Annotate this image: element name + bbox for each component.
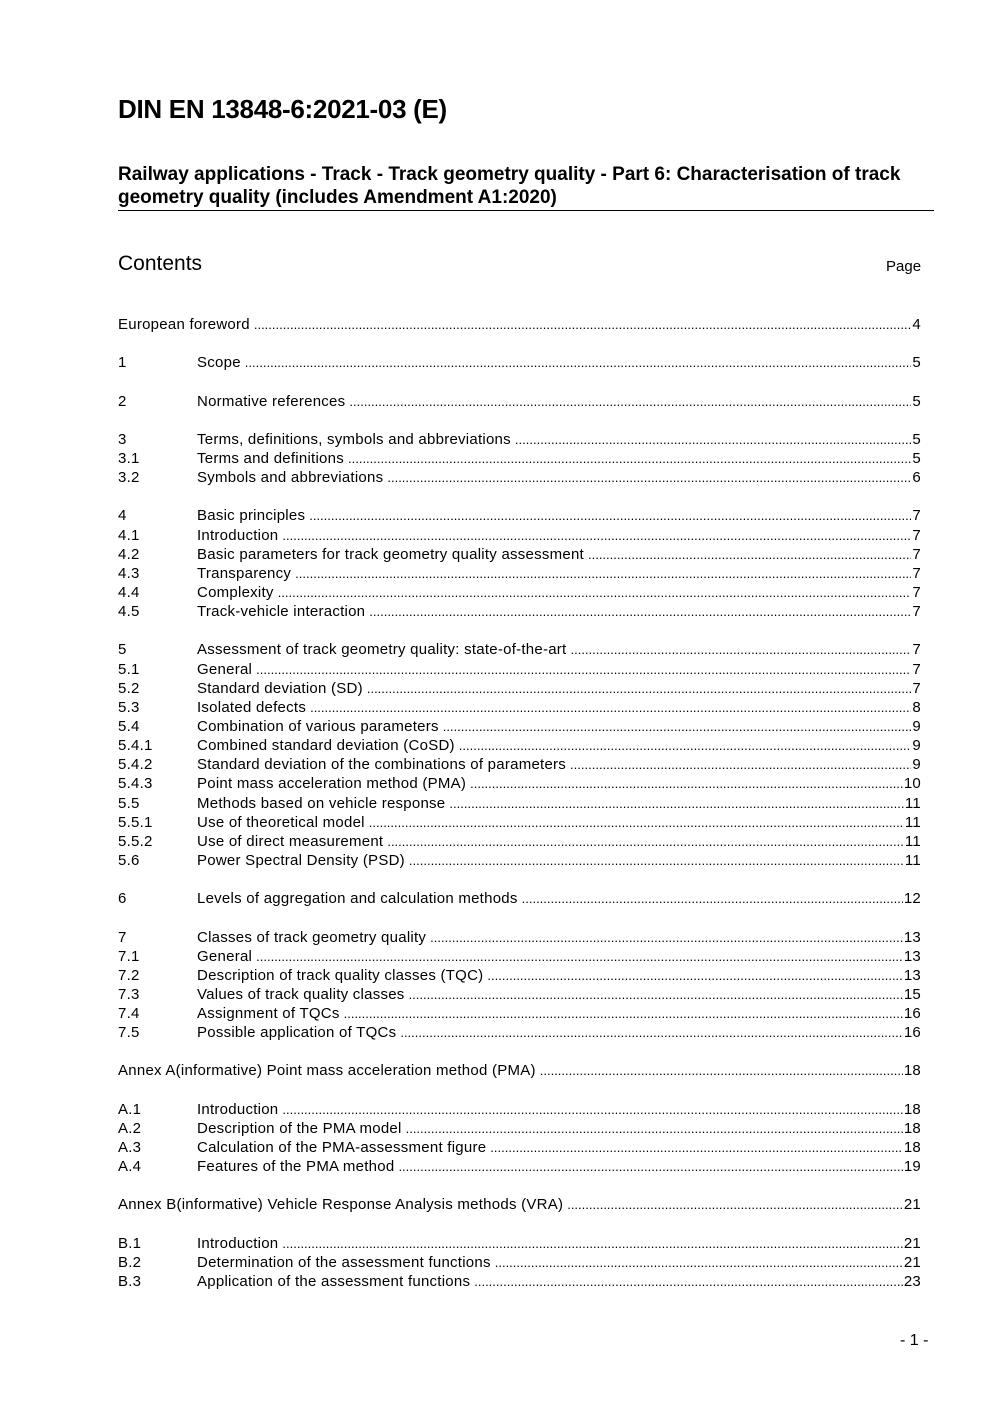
document-title: DIN EN 13848-6:2021-03 (E): [118, 94, 447, 124]
toc-entry[interactable]: [118, 985, 921, 1004]
toc-entry-number: 3: [118, 430, 127, 448]
toc-entry[interactable]: [118, 851, 921, 870]
toc-entry[interactable]: [118, 1061, 921, 1080]
toc-dot-leader: [474, 1272, 903, 1291]
toc-entry-number: 5.2: [118, 679, 140, 697]
toc-dot-leader: [459, 736, 912, 755]
toc-entry-number: 5.5: [118, 794, 140, 812]
toc-entry-title: Use of theoretical model: [197, 813, 365, 831]
toc-entry-page: 9: [912, 756, 921, 774]
table-of-contents: [118, 315, 921, 1291]
toc-entry[interactable]: [118, 1157, 921, 1176]
toc-entry-number: 5.4.2: [118, 756, 153, 774]
toc-dot-leader: [495, 1253, 903, 1272]
toc-entry[interactable]: [118, 966, 921, 985]
toc-dot-leader: [256, 947, 903, 966]
toc-entry-title: Use of direct measurement: [197, 832, 384, 850]
toc-entry-title: Description of the PMA model: [197, 1119, 402, 1137]
toc-entry[interactable]: [118, 1100, 921, 1119]
toc-entry-title: Terms, definitions, symbols and abbreviations: [197, 430, 511, 448]
toc-entry-title: Introduction: [197, 526, 279, 544]
toc-entry[interactable]: [118, 315, 921, 334]
toc-dot-leader: [245, 353, 912, 372]
toc-entry-number: 7: [118, 928, 127, 946]
toc-entry[interactable]: [118, 468, 921, 487]
toc-dot-leader: [256, 660, 911, 679]
toc-entry[interactable]: [118, 679, 921, 698]
toc-entry-page: 16: [903, 1005, 921, 1023]
toc-entry-title: Classes of track geometry quality: [197, 928, 427, 946]
toc-entry-number: 4.1: [118, 526, 140, 544]
toc-entry-page: 23: [903, 1273, 921, 1291]
toc-entry[interactable]: [118, 1253, 921, 1272]
toc-dot-leader: [487, 966, 902, 985]
toc-entry[interactable]: [118, 755, 921, 774]
toc-entry-page: 19: [903, 1158, 921, 1176]
toc-entry-number: 5.4: [118, 717, 140, 735]
toc-entry-page: 11: [904, 851, 921, 869]
toc-dot-leader: [570, 755, 911, 774]
toc-dot-leader: [430, 928, 903, 947]
toc-entry-title: Complexity: [197, 583, 274, 601]
toc-dot-leader: [282, 1100, 902, 1119]
toc-dot-leader: [406, 1119, 903, 1138]
toc-dot-leader: [387, 832, 904, 851]
toc-entry[interactable]: [118, 889, 921, 908]
toc-entry-title: Normative references: [197, 392, 346, 410]
toc-entry-title: Calculation of the PMA-assessment figure: [197, 1139, 487, 1157]
toc-dot-leader: [282, 526, 911, 545]
toc-entry-number: 5.4.3: [118, 775, 153, 793]
toc-entry-page: 7: [912, 641, 921, 659]
toc-dot-leader: [278, 583, 912, 602]
toc-entry-page: 5: [912, 449, 921, 467]
toc-entry-number: 3.1: [118, 449, 140, 467]
title-rule: [118, 210, 934, 211]
toc-dot-leader: [409, 851, 904, 870]
toc-entry-page: 8: [912, 698, 921, 716]
toc-dot-leader: [470, 774, 903, 793]
toc-dot-leader: [348, 449, 911, 468]
toc-entry-title: General: [197, 660, 253, 678]
toc-entry-page: 11: [904, 794, 921, 812]
toc-entry-title: Terms and definitions: [197, 449, 344, 467]
toc-entry-title: Description of track quality classes (TQC): [197, 966, 484, 984]
toc-entry-number: 7.1: [118, 947, 140, 965]
toc-dot-leader: [409, 985, 903, 1004]
toc-entry-number: 2: [118, 392, 127, 410]
toc-entry[interactable]: [118, 449, 921, 468]
toc-entry[interactable]: [118, 392, 921, 411]
toc-entry[interactable]: [118, 1195, 921, 1214]
toc-dot-leader: [398, 1157, 902, 1176]
toc-entry-number: 5.3: [118, 698, 140, 716]
toc-entry[interactable]: [118, 506, 921, 525]
toc-entry-title: Methods based on vehicle response: [197, 794, 446, 812]
toc-entry[interactable]: [118, 1004, 921, 1023]
toc-entry-page: 21: [903, 1253, 921, 1271]
toc-dot-leader: [515, 430, 912, 449]
toc-entry-title: Power Spectral Density (PSD): [197, 851, 405, 869]
toc-dot-leader: [449, 794, 904, 813]
toc-entry[interactable]: [118, 602, 921, 621]
toc-entry-number: A.2: [118, 1119, 142, 1137]
toc-entry[interactable]: [118, 774, 921, 793]
toc-entry-title: Scope: [197, 354, 241, 372]
toc-entry-page: 7: [912, 660, 921, 678]
toc-entry[interactable]: [118, 1023, 921, 1042]
toc-entry-number: 7.5: [118, 1024, 140, 1042]
page-column-label: Page: [886, 258, 922, 275]
toc-entry-title: General: [197, 947, 253, 965]
toc-dot-leader: [295, 564, 911, 583]
toc-entry-page: 7: [912, 603, 921, 621]
toc-entry-number: 4.3: [118, 564, 140, 582]
toc-entry[interactable]: [118, 526, 921, 545]
toc-entry-page: 11: [904, 813, 921, 831]
toc-entry-number: 6: [118, 890, 127, 908]
toc-entry-page: 7: [912, 564, 921, 582]
toc-entry-number: A.4: [118, 1158, 142, 1176]
toc-dot-leader: [400, 1023, 902, 1042]
toc-entry-page: 9: [912, 717, 921, 735]
toc-entry-page: 6: [912, 469, 921, 487]
toc-entry-title: Introduction: [197, 1100, 279, 1118]
toc-entry-number: 5.5.1: [118, 813, 153, 831]
toc-entry[interactable]: [118, 736, 921, 755]
toc-entry-page: 18: [903, 1100, 921, 1118]
toc-entry-page: 7: [912, 507, 921, 525]
toc-dot-leader: [540, 1061, 903, 1080]
toc-dot-leader: [282, 1234, 902, 1253]
toc-entry-number: A.3: [118, 1139, 142, 1157]
toc-entry-page: 13: [903, 966, 921, 984]
toc-dot-leader: [369, 813, 904, 832]
toc-entry-title: Assessment of track geometry quality: state-of-the-art: [197, 641, 567, 659]
toc-entry-title: Isolated defects: [197, 698, 307, 716]
toc-dot-leader: [367, 679, 912, 698]
toc-entry-number: 5: [118, 641, 127, 659]
toc-entry-title: Basic principles: [197, 507, 306, 525]
toc-entry-page: 15: [903, 985, 921, 1003]
toc-entry-title: European foreword: [118, 316, 250, 333]
toc-entry-number: 5.6: [118, 851, 140, 869]
toc-entry-title: Values of track quality classes: [197, 985, 405, 1003]
toc-entry-number: B.1: [118, 1234, 142, 1252]
toc-dot-leader: [588, 545, 911, 564]
toc-entry-page: 9: [912, 737, 921, 755]
toc-entry[interactable]: [118, 1272, 921, 1291]
toc-entry-page: 7: [912, 526, 921, 544]
toc-entry-page: 16: [903, 1024, 921, 1042]
toc-entry-page: 21: [903, 1234, 921, 1252]
toc-entry-title: Transparency: [197, 564, 292, 582]
toc-entry-title: Assignment of TQCs: [197, 1005, 340, 1023]
toc-dot-leader: [490, 1138, 903, 1157]
toc-entry-page: 12: [903, 890, 921, 908]
toc-entry-page: 7: [912, 679, 921, 697]
toc-entry-number: B.3: [118, 1273, 142, 1291]
toc-entry-number: 5.4.1: [118, 737, 153, 755]
toc-entry-title: Combination of various parameters: [197, 717, 439, 735]
toc-entry-page: 5: [912, 430, 921, 448]
toc-entry-page: 21: [903, 1196, 921, 1214]
toc-entry-title: Symbols and abbreviations: [197, 469, 384, 487]
toc-entry-number: 4.2: [118, 545, 140, 563]
toc-dot-leader: [387, 468, 911, 487]
page-number: - 1 -: [900, 1332, 929, 1349]
toc-entry[interactable]: [118, 583, 921, 602]
toc-entry[interactable]: [118, 640, 921, 659]
toc-entry-title: Standard deviation (SD): [197, 679, 363, 697]
toc-entry[interactable]: [118, 794, 921, 813]
toc-entry[interactable]: [118, 353, 921, 372]
toc-entry-number: 4.4: [118, 583, 140, 601]
toc-entry-page: 18: [903, 1062, 921, 1080]
toc-entry-number: 3.2: [118, 469, 140, 487]
toc-entry-page: 7: [912, 545, 921, 563]
toc-dot-leader: [522, 889, 903, 908]
toc-entry-page: 4: [912, 316, 921, 333]
toc-entry-title: Levels of aggregation and calculation methods: [197, 890, 518, 908]
toc-entry-title: Features of the PMA method: [197, 1158, 395, 1176]
toc-entry-page: 5: [912, 392, 921, 410]
toc-entry[interactable]: [118, 717, 921, 736]
toc-entry[interactable]: [118, 698, 921, 717]
toc-dot-leader: [570, 640, 911, 659]
toc-entry-page: 7: [912, 583, 921, 601]
toc-entry-title: Point mass acceleration method (PMA): [197, 775, 467, 793]
toc-entry[interactable]: [118, 813, 921, 832]
toc-entry-number: 1: [118, 354, 127, 372]
toc-entry-number: 7.3: [118, 985, 140, 1003]
toc-entry-number: 4: [118, 507, 127, 525]
toc-entry-number: B.2: [118, 1253, 142, 1271]
toc-entry-page: 10: [903, 775, 921, 793]
toc-entry-number: 7.4: [118, 1005, 140, 1023]
toc-entry-title: Possible application of TQCs: [197, 1024, 397, 1042]
toc-entry-title: Annex A(informative) Point mass acceleration method (PMA): [118, 1062, 536, 1080]
toc-entry[interactable]: [118, 1119, 921, 1138]
toc-entry-title: Basic parameters for track geometry quality assessment: [197, 545, 584, 563]
toc-entry-title: Combined standard deviation (CoSD): [197, 737, 455, 755]
toc-entry-title: Track-vehicle interaction: [197, 603, 366, 621]
toc-dot-leader: [567, 1195, 903, 1214]
toc-entry-page: 18: [903, 1119, 921, 1137]
toc-entry[interactable]: [118, 928, 921, 947]
toc-dot-leader: [310, 698, 911, 717]
toc-entry-title: Application of the assessment functions: [197, 1273, 471, 1291]
toc-dot-leader: [443, 717, 912, 736]
toc-entry-number: 4.5: [118, 603, 140, 621]
toc-entry[interactable]: [118, 832, 921, 851]
toc-entry-number: 5.1: [118, 660, 140, 678]
toc-entry-page: 18: [903, 1139, 921, 1157]
toc-entry-page: 13: [903, 947, 921, 965]
toc-dot-leader: [344, 1004, 903, 1023]
toc-dot-leader: [254, 315, 912, 334]
toc-entry[interactable]: [118, 564, 921, 583]
toc-entry-title: Standard deviation of the combinations of parameters: [197, 756, 567, 774]
toc-dot-leader: [309, 506, 911, 525]
toc-entry[interactable]: [118, 660, 921, 679]
toc-entry-title: Annex B(informative) Vehicle Response Analysis methods (VRA): [118, 1196, 564, 1214]
toc-entry-number: 7.2: [118, 966, 140, 984]
document-subtitle: Railway applications - Track - Track geometry quality - Part 6: Characterisation of track geometry quality (includes Amendment A1:2020): [118, 164, 901, 208]
toc-entry-number: 5.5.2: [118, 832, 153, 850]
toc-dot-leader: [349, 392, 911, 411]
toc-entry-title: Introduction: [197, 1234, 279, 1252]
toc-entry[interactable]: [118, 1138, 921, 1157]
toc-entry-page: 13: [903, 928, 921, 946]
toc-entry-title: Determination of the assessment functions: [197, 1253, 491, 1271]
contents-heading: Contents: [118, 252, 203, 275]
toc-entry[interactable]: [118, 1234, 921, 1253]
toc-entry[interactable]: [118, 947, 921, 966]
toc-entry-page: 11: [904, 832, 921, 850]
toc-entry[interactable]: [118, 430, 921, 449]
toc-entry[interactable]: [118, 545, 921, 564]
toc-entry-number: A.1: [118, 1100, 142, 1118]
toc-dot-leader: [369, 602, 911, 621]
toc-entry-page: 5: [912, 354, 921, 372]
